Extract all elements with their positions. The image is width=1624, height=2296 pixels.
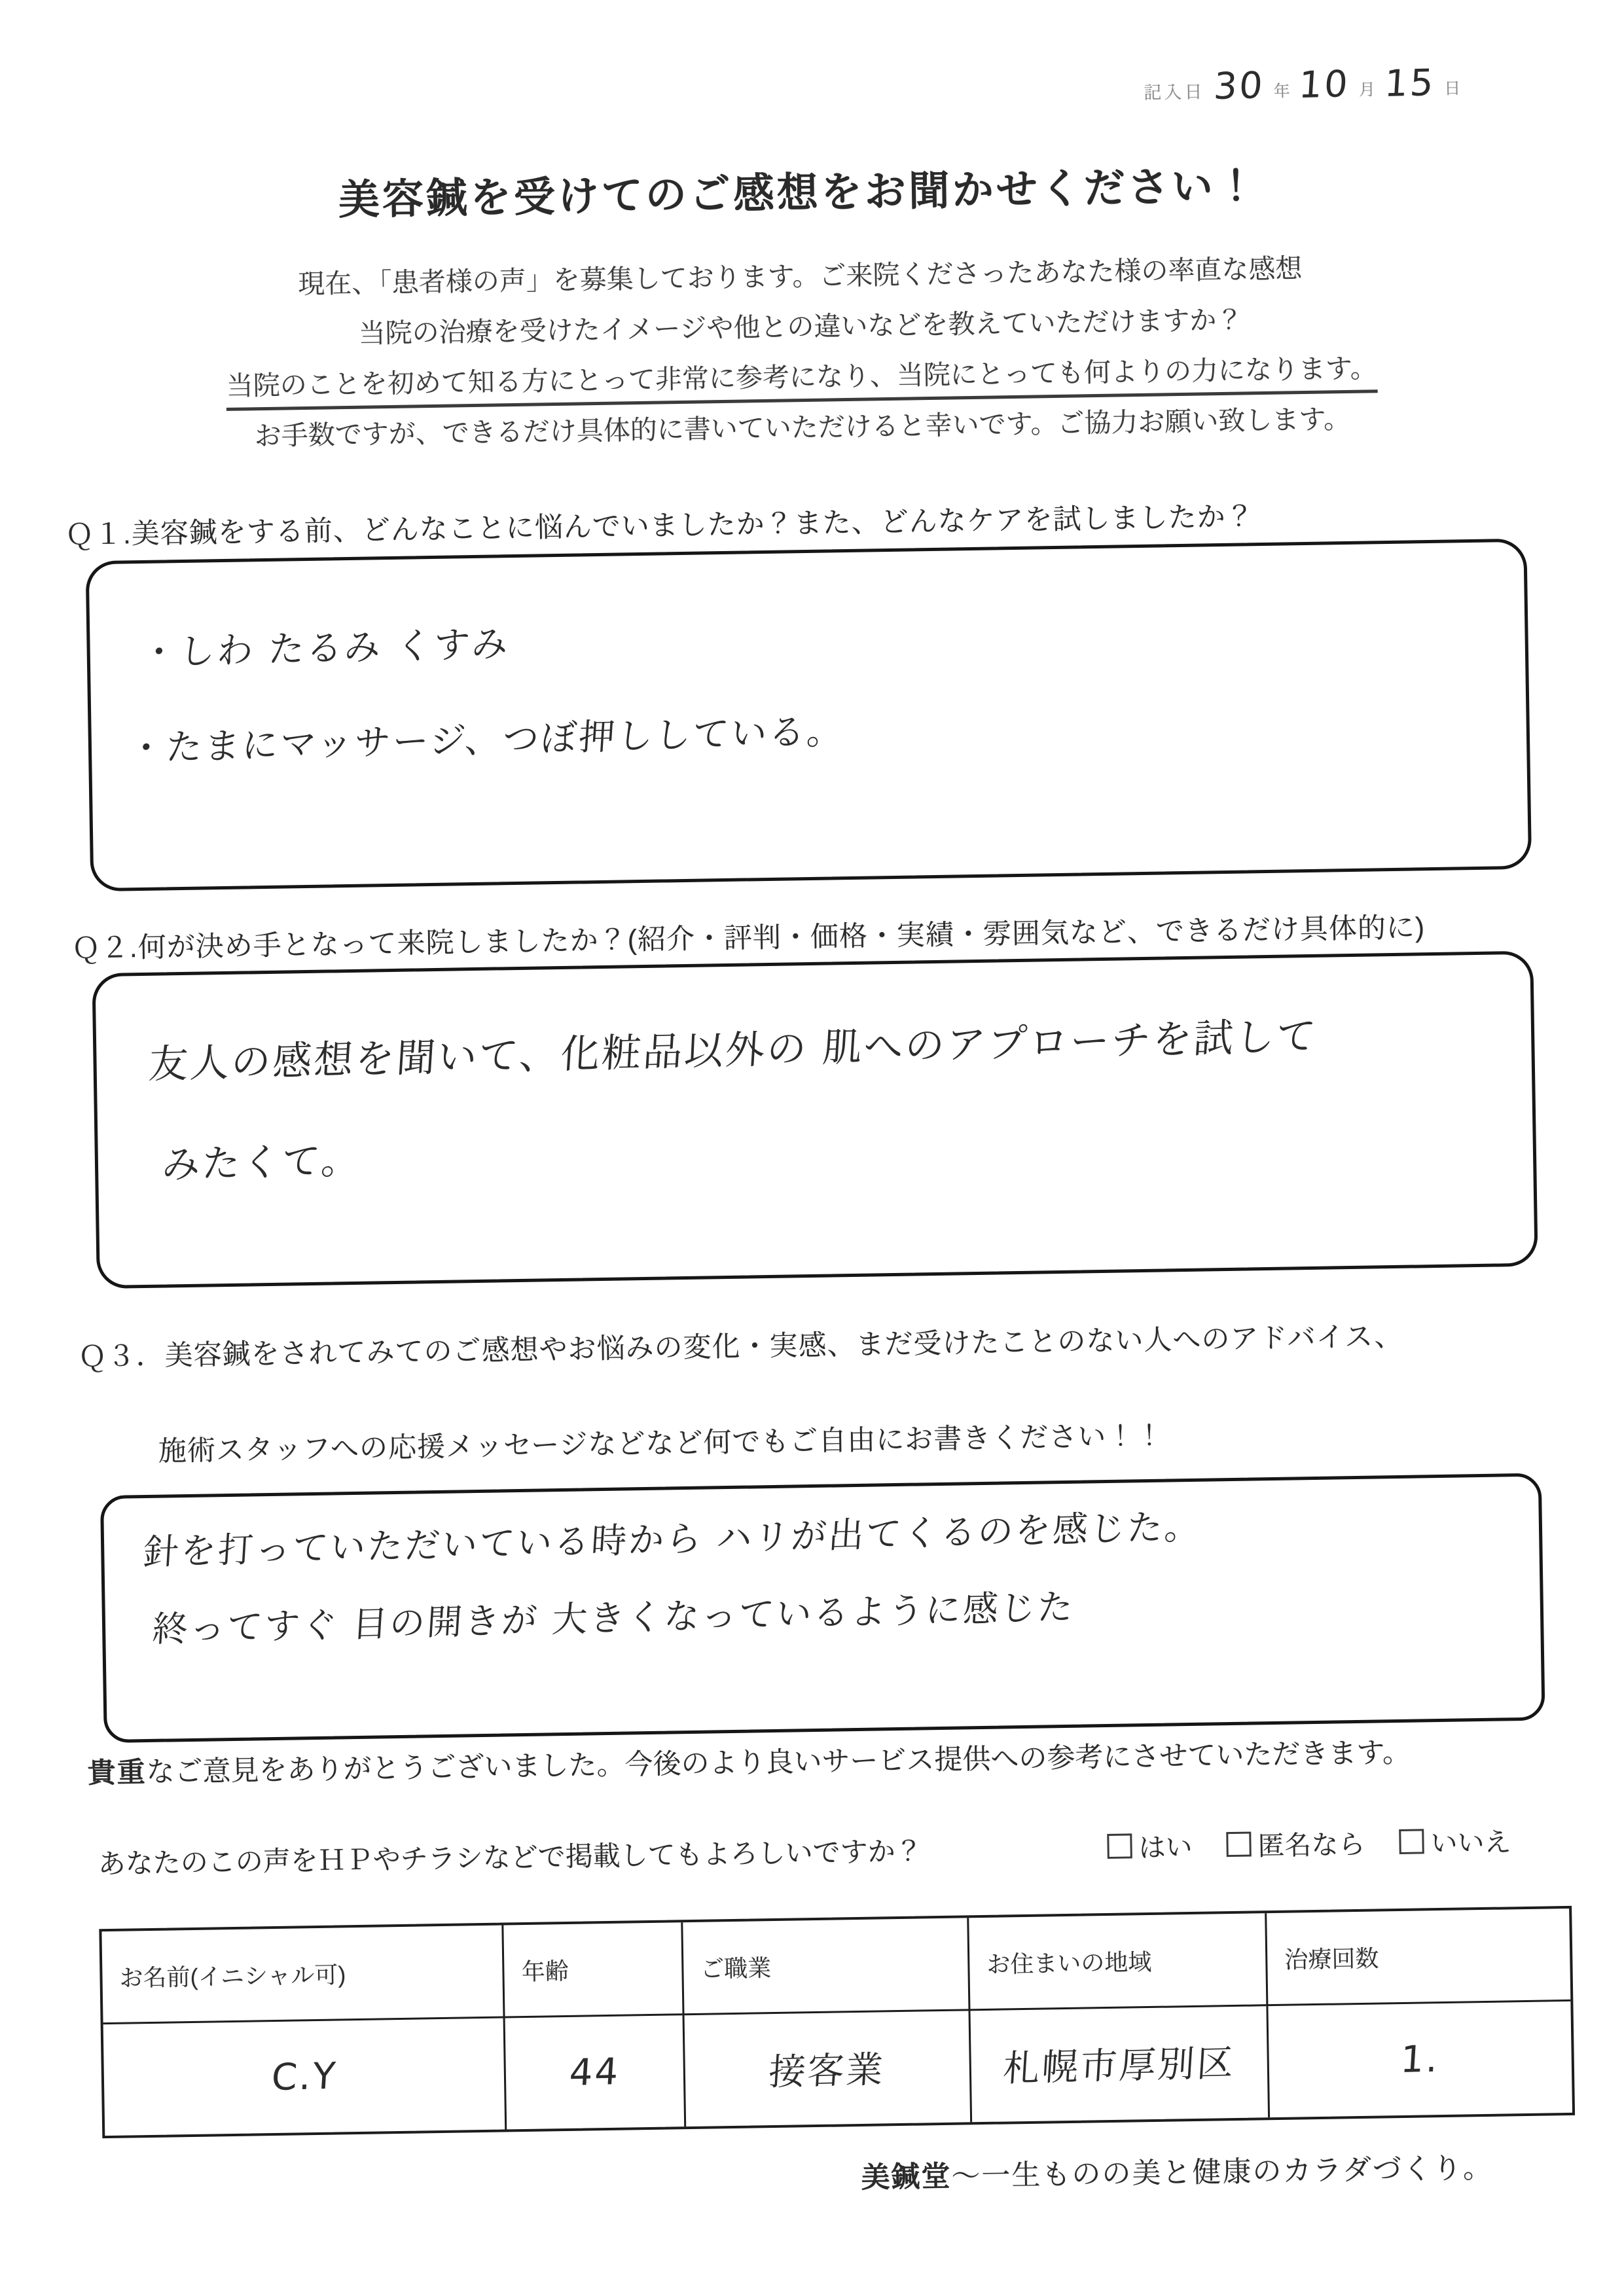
question-1-label: Ｑ１.美容鍼をする前、どんなことに悩んでいましたか？また、どんなケアを試しましたか？ <box>65 501 1255 551</box>
publish-option-anonymous-label: 匿名なら <box>1257 1829 1365 1861</box>
answer-box-q2 <box>92 951 1538 1289</box>
intro-line-3-underlined: 当院のことを初めて知る方にとって非常に参考になり、当院にとっても何よりの力になります。 <box>226 348 1377 411</box>
entry-date-line <box>1144 62 1461 109</box>
answer-box-q3 <box>100 1473 1545 1744</box>
respondent-info-table <box>99 1906 1575 2138</box>
entry-date-day-value: 15 <box>1382 62 1437 106</box>
publish-question: あなたのこの声をＨＰやチラシなどで掲載してもよろしいですか？ <box>98 1835 924 1880</box>
form-title: 美容鍼を受けてのご感想をお聞かせください！ <box>338 163 1260 224</box>
thanks-line-rest: なご意見をありがとうございました。今後のより良いサービス提供への参考にさせていただきます。 <box>146 1736 1411 1789</box>
question-3-label-line-2: 施術スタッフへの応援メッセージなどなど何でもご自由にお書きください！！ <box>158 1420 1164 1467</box>
entry-date-year-unit: 年 <box>1273 82 1290 101</box>
entry-date-month-value: 10 <box>1297 63 1351 107</box>
question-3-label-line-1: Ｑ３．美容鍼をされてみてのご感想やお悩みの変化・実感、まだ受けたことのない人へのアドバイス、 <box>78 1320 1403 1373</box>
intro-line-1: 現在、「患者様の声」を募集しております。ご来院くださったあなた様の率直な感想 <box>297 253 1303 300</box>
entry-date-year-value: 30 <box>1212 64 1266 109</box>
table-header-visit-count: 治療回数 <box>1267 1909 1570 2006</box>
table-header-occupation: ご職業 <box>683 1918 970 2015</box>
checkbox-icon[interactable] <box>1399 1829 1424 1854</box>
thanks-line-bold: 貴重 <box>87 1757 147 1789</box>
table-value-age: 44 <box>505 2015 686 2129</box>
table-header-name: お名前(イニシャル可) <box>101 1926 505 2025</box>
question-2-label: Ｑ２.何が決め手となって来院しましたか？(紹介・評判・価格・実績・雰囲気など、できるだけ具体的に) <box>71 912 1426 965</box>
intro-line-2: 当院の治療を受けたイメージや他との違いなどを教えていただけますか？ <box>358 304 1244 349</box>
table-value-name: C.Y <box>103 2018 507 2136</box>
entry-date-month-unit: 月 <box>1358 81 1376 99</box>
intro-line-4: お手数ですが、できるだけ具体的に書いていただけると幸いです。ご協力お願い致します。 <box>254 403 1351 452</box>
table-header-age: 年齢 <box>504 1922 685 2018</box>
publish-option-no-label: いいえ <box>1430 1827 1511 1859</box>
q1-answer-line-1: ・しわ たるみ くすみ <box>139 622 511 674</box>
table-value-area: 札幌市厚別区 <box>970 2006 1270 2122</box>
q3-answer-line-2: 終ってすぐ 目の開きが 大きくなっているように感じた <box>151 1586 1076 1650</box>
table-value-occupation: 接客業 <box>684 2011 972 2126</box>
table-value-visit-count: 1. <box>1399 2037 1441 2081</box>
publish-option-yes-label: はい <box>1138 1831 1193 1863</box>
publish-option-no[interactable] <box>1399 1820 1511 1861</box>
clinic-footer <box>861 2144 1493 2196</box>
checkbox-icon[interactable] <box>1107 1833 1132 1859</box>
answer-box-q1 <box>86 539 1532 892</box>
q2-answer-line-2: みたくて。 <box>160 1138 363 1187</box>
q2-answer-line-1: 友人の感想を聞いて、化粧品以外の 肌へのアプローチを試して <box>147 1013 1320 1088</box>
table-header-area: お住まいの地域 <box>969 1913 1268 2011</box>
entry-date-label: 記入日 <box>1144 82 1205 103</box>
clinic-tagline: ～一生ものの美と健康のカラダづくり。 <box>951 2151 1494 2193</box>
publish-option-anonymous[interactable] <box>1226 1823 1365 1863</box>
publish-options <box>1107 1820 1511 1865</box>
publish-option-yes[interactable] <box>1107 1825 1193 1865</box>
q1-answer-line-2: ・たまにマッサージ、つぼ押ししている。 <box>126 709 846 770</box>
entry-date-day-unit: 日 <box>1444 79 1461 98</box>
q3-answer-line-1: 針を打っていただいている時から ハリが出てくるのを感じた。 <box>142 1505 1203 1573</box>
checkbox-icon[interactable] <box>1226 1831 1252 1857</box>
intro-paragraph <box>0 239 1615 466</box>
clinic-name: 美鍼堂 <box>861 2160 952 2194</box>
